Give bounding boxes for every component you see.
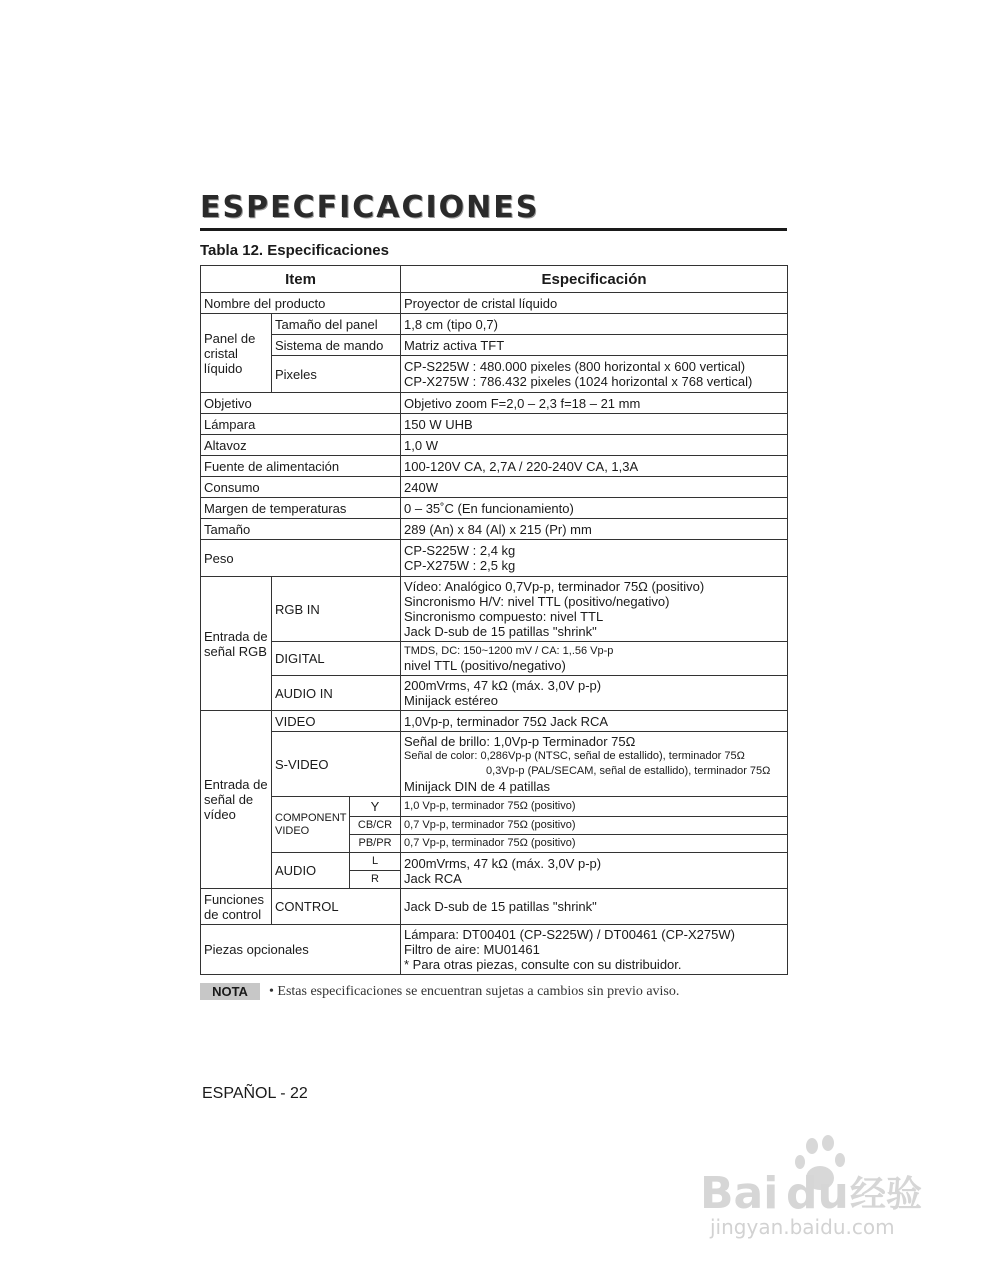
table-row	[201, 477, 788, 498]
row-label: Fuente de alimentación	[201, 456, 401, 477]
row-value	[401, 642, 788, 676]
table-row	[201, 540, 788, 577]
row-value: 1,8 cm (tipo 0,7)	[401, 314, 788, 335]
row-label: Pixeles	[272, 356, 401, 393]
row-label: Lámpara	[201, 414, 401, 435]
row-value	[401, 853, 788, 889]
table-row	[201, 889, 788, 925]
group-label: Entrada de señal RGB	[201, 577, 272, 711]
spec-table	[200, 265, 788, 975]
value-line: Minijack DIN de 4 patillas	[404, 779, 550, 794]
value-line: CP-X275W : 2,5 kg	[404, 558, 516, 573]
row-value	[401, 540, 788, 577]
row-value: 1,0 Vp-p, terminador 75Ω (positivo)	[401, 797, 788, 817]
value-line: * Para otras piezas, consulte con su distribuidor.	[404, 957, 682, 972]
row-label: CONTROL	[272, 889, 401, 925]
row-label: DIGITAL	[272, 642, 401, 676]
table-row	[201, 498, 788, 519]
page-footer: ESPAÑOL - 22	[202, 1085, 308, 1102]
row-value: Objetivo zoom F=2,0 – 2,3 f=18 – 21 mm	[401, 393, 788, 414]
row-value	[401, 925, 788, 975]
table-row	[201, 711, 788, 732]
row-value: 100-120V CA, 2,7A / 220-240V CA, 1,3A	[401, 456, 788, 477]
value-line: Señal de color: 0,286Vp-p (NTSC, señal de estallido), terminador 75Ω	[404, 750, 745, 762]
watermark-cn: 经验	[850, 1174, 923, 1215]
value-line: Filtro de aire: MU01461	[404, 942, 540, 957]
group-label: Panel de cristal líquido	[201, 314, 272, 393]
row-value: 240W	[401, 477, 788, 498]
value-line: Vídeo: Analógico 0,7Vp-p, terminador 75Ω (positivo)	[404, 579, 705, 594]
value-line: 0,3Vp-p (PAL/SECAM, señal de estallido), terminador 75Ω	[486, 765, 771, 777]
row-label: Altavoz	[201, 435, 401, 456]
sub-label: Y	[350, 797, 401, 817]
row-value: Jack D-sub de 15 patillas "shrink"	[401, 889, 788, 925]
row-label: Margen de temperaturas	[201, 498, 401, 519]
table-row	[201, 293, 788, 314]
value-line: Lámpara: DT00401 (CP-S225W) / DT00461 (CP-X275W)	[404, 927, 735, 942]
value-line: nivel TTL (positivo/negativo)	[404, 657, 566, 673]
row-value: 1,0 W	[401, 435, 788, 456]
table-row	[201, 456, 788, 477]
table-row	[201, 925, 788, 975]
table-row	[201, 853, 788, 871]
row-label: Piezas opcionales	[201, 925, 401, 975]
table-row	[201, 519, 788, 540]
table-row	[201, 577, 788, 642]
row-label: Consumo	[201, 477, 401, 498]
note-body: Estas especificaciones se encuentran sujetas a cambios sin previo aviso.	[277, 984, 680, 999]
row-value: 150 W UHB	[401, 414, 788, 435]
row-value	[401, 732, 788, 797]
header-item: Item	[201, 266, 401, 293]
table-header-row	[201, 266, 788, 293]
row-value	[401, 356, 788, 393]
value-line: Minijack estéreo	[404, 693, 498, 708]
row-value: 0,7 Vp-p, terminador 75Ω (positivo)	[401, 817, 788, 835]
group-label: Entrada de señal de vídeo	[201, 711, 272, 889]
row-label: S-VIDEO	[272, 732, 401, 797]
table-row	[201, 435, 788, 456]
watermark-brand2: du	[786, 1168, 849, 1219]
table-row	[201, 414, 788, 435]
note	[200, 983, 800, 1001]
sub-label: R	[350, 871, 401, 889]
value-line: 200mVrms, 47 kΩ (máx. 3,0V p-p)	[404, 855, 602, 871]
row-value	[401, 577, 788, 642]
row-value: Proyector de cristal líquido	[401, 293, 788, 314]
value-line: Sincronismo compuesto: nivel TTL	[404, 609, 604, 624]
value-line: Señal de brillo: 1,0Vp-p Terminador 75Ω	[404, 734, 636, 749]
sub-label: L	[350, 853, 401, 871]
row-label: COMPONENT VIDEO	[272, 797, 350, 853]
note-badge: NOTA	[200, 983, 260, 1000]
table-row	[201, 732, 788, 797]
watermark-brand: Bai	[700, 1168, 779, 1219]
table-row	[201, 676, 788, 711]
row-label: Nombre del producto	[201, 293, 401, 314]
value-line: CP-S225W : 2,4 kg	[404, 543, 516, 558]
sub-label: CB/CR	[350, 817, 401, 835]
header-spec: Especificación	[401, 266, 788, 293]
value-line: CP-S225W : 480.000 pixeles (800 horizontal x 600 vertical)	[404, 359, 746, 374]
row-label: AUDIO IN	[272, 676, 401, 711]
row-label: Tamaño del panel	[272, 314, 401, 335]
bullet: •	[269, 984, 274, 999]
row-label: VIDEO	[272, 711, 401, 732]
row-value: 1,0Vp-p, terminador 75Ω Jack RCA	[401, 711, 788, 732]
table-row	[201, 335, 788, 356]
row-label: AUDIO	[272, 853, 350, 889]
value-line: CP-X275W : 786.432 pixeles (1024 horizontal x 768 vertical)	[404, 374, 753, 389]
row-label: Objetivo	[201, 393, 401, 414]
table-row	[201, 642, 788, 676]
page-title: ESPECFICACIONES	[200, 190, 540, 225]
table-row	[201, 314, 788, 335]
row-value: 0,7 Vp-p, terminador 75Ω (positivo)	[401, 835, 788, 853]
row-value: 289 (An) x 84 (Al) x 215 (Pr) mm	[401, 519, 788, 540]
table-caption: Tabla 12. Especificaciones	[200, 242, 389, 259]
row-value	[401, 676, 788, 711]
sub-label: PB/PR	[350, 835, 401, 853]
value-line: Jack D-sub de 15 patillas "shrink"	[404, 624, 597, 639]
row-label: Tamaño	[201, 519, 401, 540]
baidu-watermark-logo	[700, 1130, 940, 1240]
row-label: Sistema de mando	[272, 335, 401, 356]
group-label: Funciones de control	[201, 889, 272, 925]
table-row	[201, 356, 788, 393]
row-value: Matriz activa TFT	[401, 335, 788, 356]
row-label: Peso	[201, 540, 401, 577]
table-row	[201, 797, 788, 817]
value-line: 200mVrms, 47 kΩ (máx. 3,0V p-p)	[404, 678, 602, 693]
title-rule	[200, 228, 787, 231]
value-line: TMDS, DC: 150~1200 mV / CA: 1,.56 Vp-p	[404, 644, 614, 657]
value-line: Sincronismo H/V: nivel TTL (positivo/negativo)	[404, 594, 670, 609]
table-row	[201, 393, 788, 414]
watermark-url: jingyan.baidu.com	[710, 1215, 895, 1239]
value-line: Jack RCA	[404, 870, 462, 886]
row-value: 0 – 35˚C (En funcionamiento)	[401, 498, 788, 519]
note-text	[269, 983, 679, 1000]
row-label: RGB IN	[272, 577, 401, 642]
